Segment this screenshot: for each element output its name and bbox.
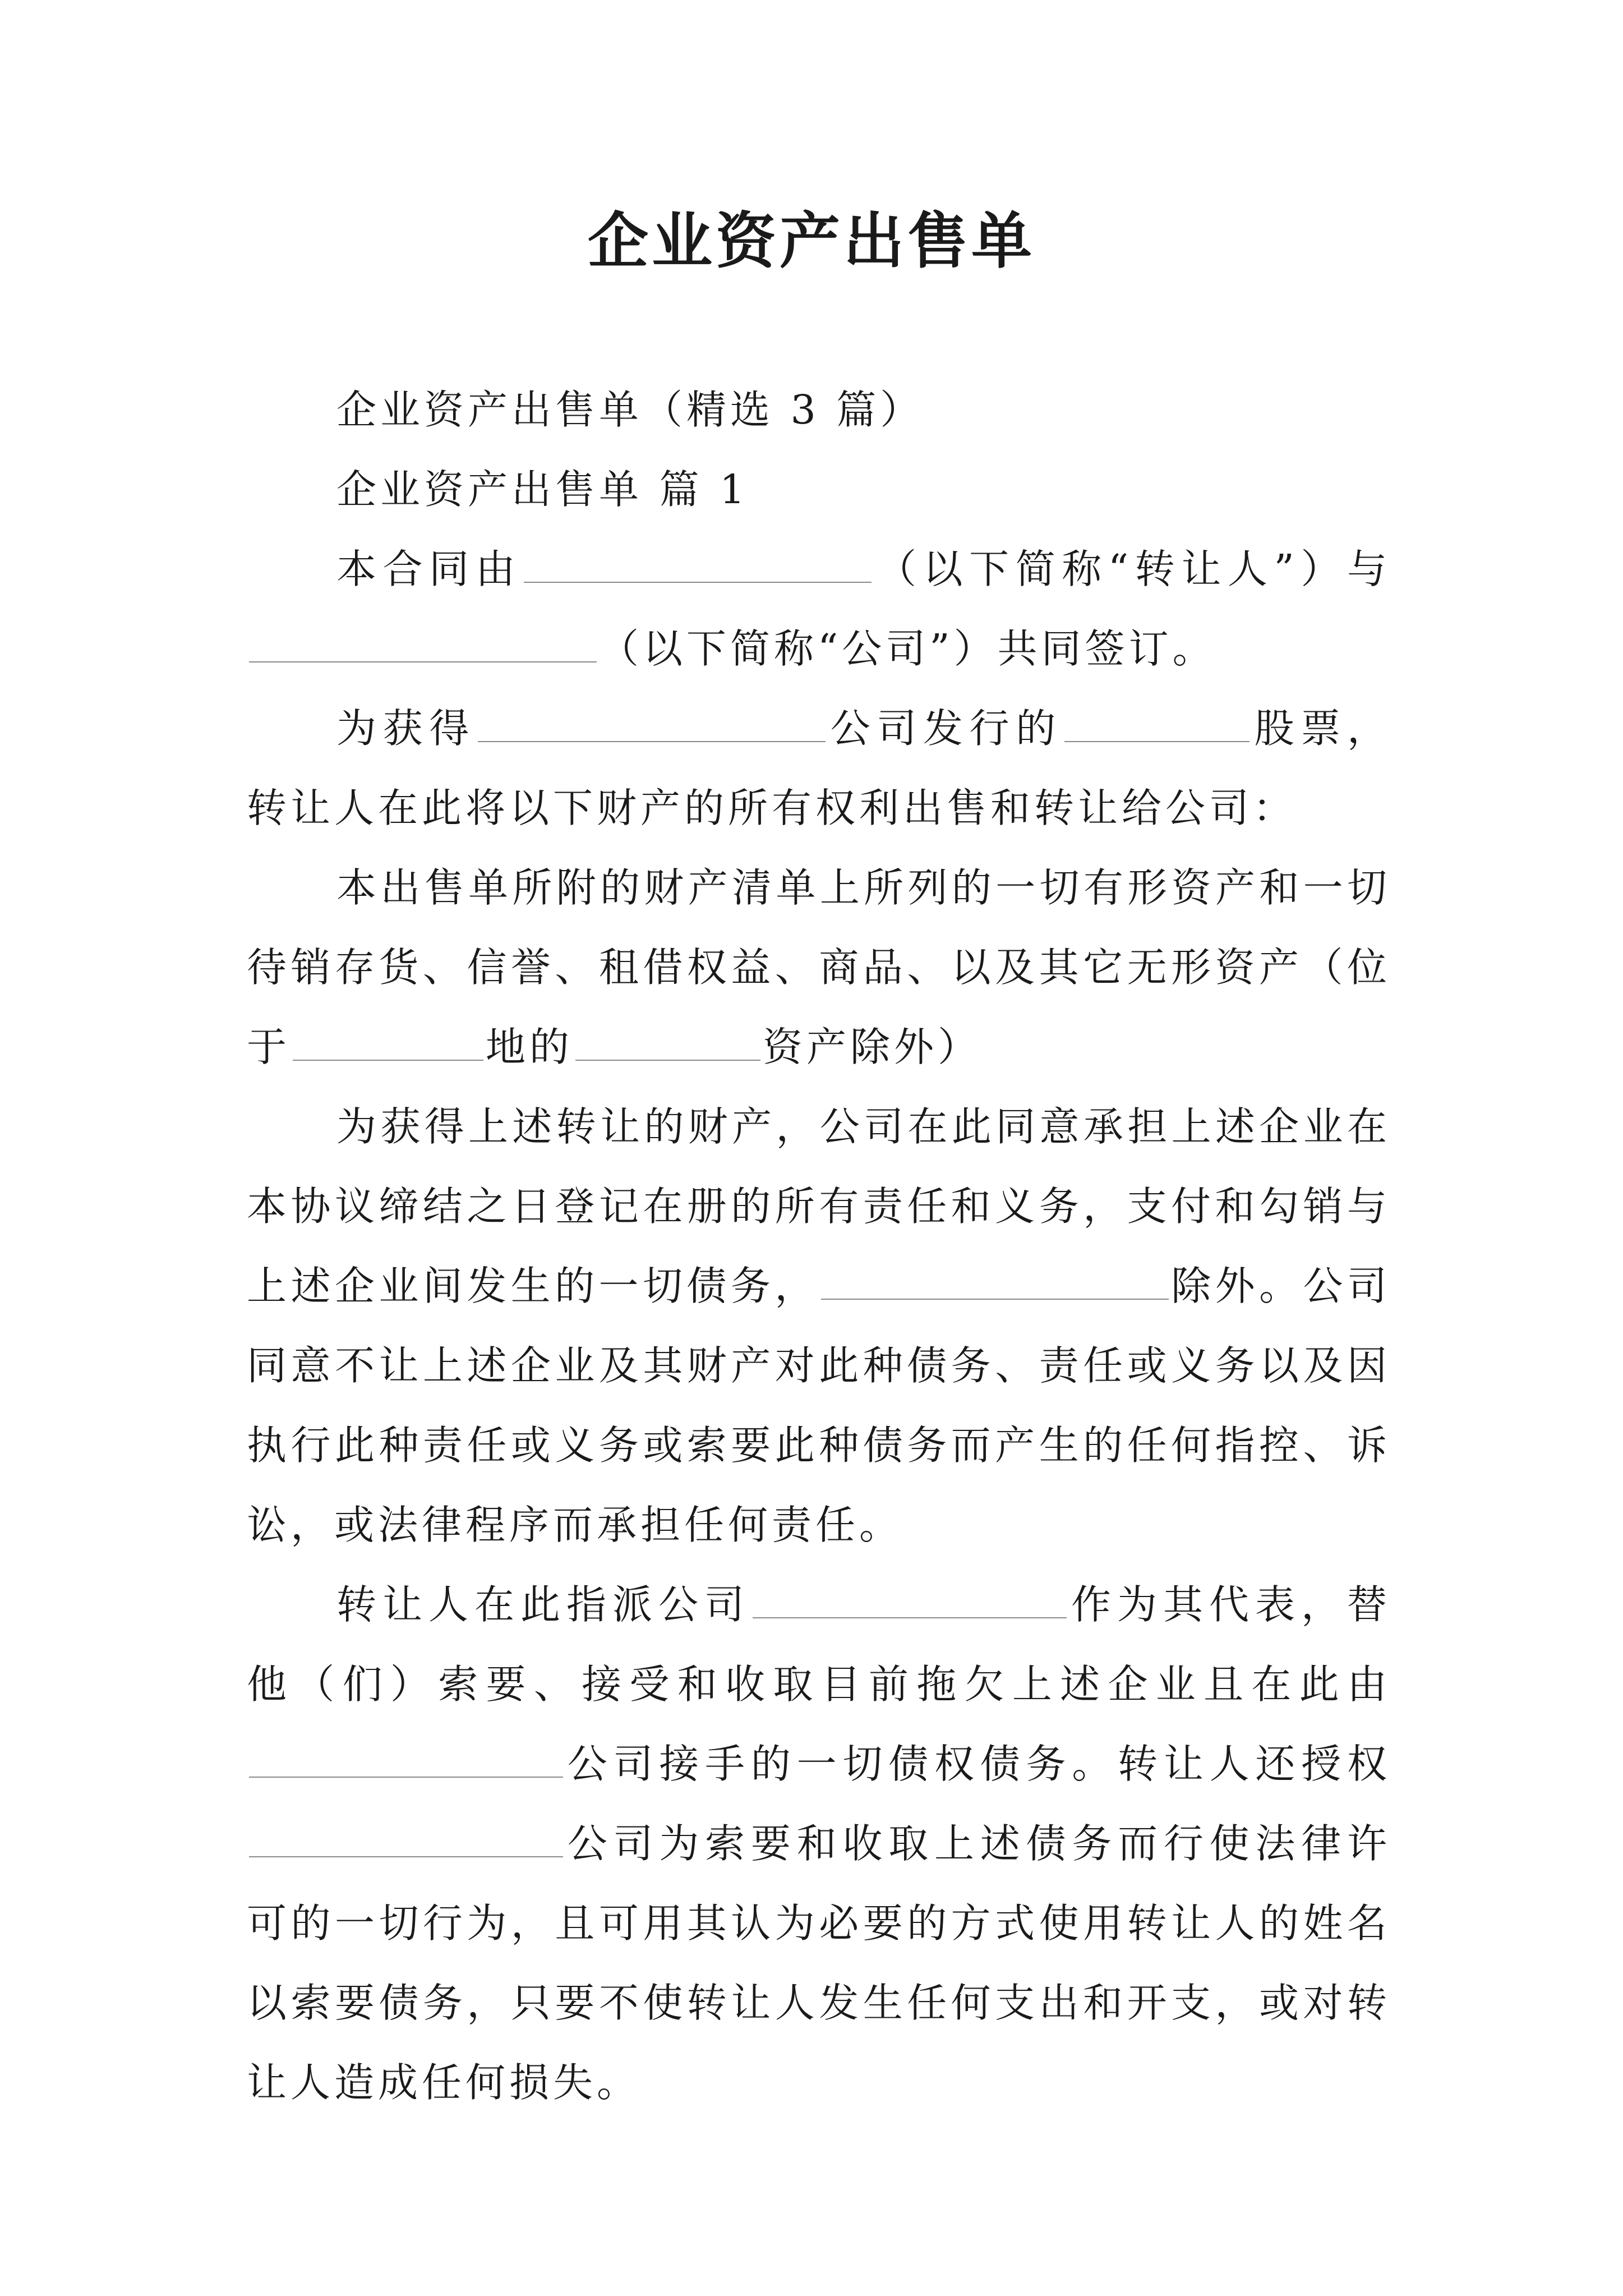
section-heading bbox=[247, 450, 1391, 530]
paragraph-assets bbox=[247, 848, 1391, 1087]
paragraph-text: 为获得 bbox=[336, 705, 476, 752]
document-title: 企业资产出售单 bbox=[587, 206, 1035, 277]
paragraph-text: 作为其代表，替他（们）索要、接受和收取目前拖欠上述企业且在此由 bbox=[247, 1581, 1391, 1708]
paragraph-liabilities bbox=[247, 1087, 1391, 1565]
company-name-blank[interactable] bbox=[249, 627, 597, 662]
paragraph-text: 转让人在此指派公司 bbox=[336, 1581, 750, 1628]
paragraph-text: 本合同由 bbox=[336, 546, 522, 592]
document-subtitle bbox=[247, 370, 1391, 450]
paragraph-text: （以下简称“转让人”）与 bbox=[874, 546, 1391, 592]
paragraph-text: 公司发行的 bbox=[828, 705, 1062, 752]
authorized-company-blank[interactable] bbox=[249, 1821, 563, 1857]
paragraph-text: 资产除外） bbox=[763, 1024, 982, 1070]
issuing-company-blank[interactable] bbox=[478, 706, 826, 742]
paragraph-consideration bbox=[247, 689, 1391, 848]
paragraph-contract-parties bbox=[247, 530, 1391, 689]
paragraph-text: （以下简称“公司”）共同签订。 bbox=[599, 625, 1216, 672]
paragraph-text: 公司为索要和收取上述债务而行使法律许可的一切行为，且可用其认为必要的方式使用转让人的姓名以索要债务，只要不使转让人发生任何支出和开支，或对转让人造成任何损失。 bbox=[247, 1820, 1391, 2106]
paragraph-representative bbox=[247, 1565, 1391, 2123]
stock-blank[interactable] bbox=[1064, 706, 1249, 742]
document-body bbox=[247, 370, 1391, 2123]
paragraph-text: 除外。公司同意不让上述企业及其财产对此种债务、责任或义务以及因执行此种责任或义务或索要此种债务而产生的任何指控、诉讼，或法律程序而承担任何责任。 bbox=[247, 1263, 1391, 1548]
paragraph-text: 股票，转让人在此将以下财产的所有权利出售和转让给公司： bbox=[247, 705, 1391, 831]
paragraph-text: 公司接手的一切债权债务。转让人还授权 bbox=[565, 1741, 1391, 1787]
representative-blank[interactable] bbox=[753, 1582, 1067, 1618]
paragraph-text: 地的 bbox=[486, 1024, 574, 1070]
paragraph-text: 本出售单所附的财产清单上所列的一切有形资产和一切待销存货、信誉、租借权益、商品、以及其它无形资产（位于 bbox=[247, 864, 1391, 1070]
transferor-name-blank[interactable] bbox=[524, 547, 872, 583]
excluded-debt-blank[interactable] bbox=[821, 1264, 1169, 1300]
paragraph-text: 为获得上述转让的财产，公司在此同意承担上述企业在本协议缔结之日登记在册的所有责任和义务，支付和勾销与上述企业间发生的一切债务， bbox=[247, 1103, 1391, 1309]
receiving-company-blank[interactable] bbox=[249, 1742, 563, 1778]
subtitle-text: 企业资产出售单（精选 3 篇） bbox=[336, 386, 924, 433]
excluded-asset-blank[interactable] bbox=[575, 1025, 760, 1061]
section-heading-text: 企业资产出售单 篇 1 bbox=[336, 466, 749, 513]
location-blank[interactable] bbox=[293, 1025, 483, 1061]
